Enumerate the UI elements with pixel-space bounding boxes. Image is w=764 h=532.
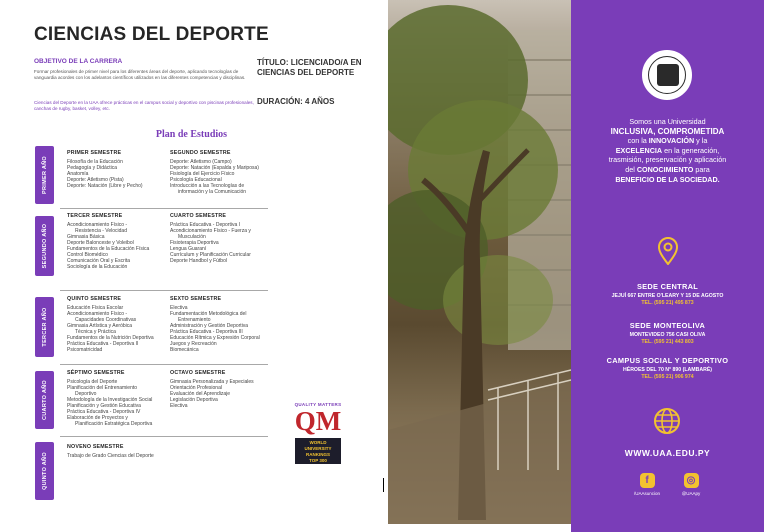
sede-phone: TEL. (595 21) 443 803: [641, 339, 694, 345]
course-item: Biomecánica: [170, 347, 199, 353]
page-title: CIENCIAS DEL DEPORTE: [34, 24, 269, 45]
course-item: Deportivo: [75, 391, 97, 397]
rank-line: WORLD: [309, 440, 327, 445]
course-item: información y la Comunicación: [178, 189, 247, 195]
semester-header: PRIMER SEMESTRE: [67, 150, 122, 156]
course-item: Fundamentación Metodológica del: [170, 311, 247, 317]
semester-block: [170, 296, 278, 353]
course-item: Deporte Handbol y Fútbol: [170, 258, 227, 264]
sede-address: HÉROES DEL 70 N° 890 (LAMBARÉ): [622, 367, 713, 373]
quality-matters-label: QUALITY MATTERS: [294, 402, 342, 407]
course-item: Musculación: [178, 234, 206, 240]
semester-header: QUINTO SEMESTRE: [67, 296, 122, 302]
degree-title: TÍTULO: LICENCIADO/A EN CIENCIAS DEL DEPORTE: [257, 58, 362, 77]
sede-phone: TEL. (595 21) 495 873: [641, 300, 694, 306]
course-item: Práctica Educativa - Deportiva IV: [67, 409, 141, 415]
mission-line: INCLUSIVA, COMPROMETIDA: [610, 126, 725, 136]
university-seal-icon: [642, 50, 692, 100]
tree-illustration: [388, 0, 571, 524]
text-cursor: [383, 478, 384, 492]
course-item: Anatomía: [67, 171, 89, 177]
course-item: Sociología de la Educación: [67, 264, 128, 270]
course-item: Currículum y Planificación Curricular: [170, 252, 251, 258]
course-item: Administración y Gestión Deportiva: [170, 323, 249, 329]
semester-header: SEGUNDO SEMESTRE: [170, 150, 231, 156]
course-item: Acondicionamiento Físico -: [67, 222, 128, 228]
mission-line: Somos una Universidad: [629, 117, 706, 126]
facebook-link[interactable]: [627, 473, 667, 496]
sede-phone: TEL. (595 21) 906 974: [641, 374, 694, 380]
course-item: Psicología del Deporte: [67, 379, 118, 385]
course-item: Educación Física Escolar: [67, 305, 124, 311]
divider: [60, 364, 268, 365]
course-item: Juegos y Recreación: [170, 341, 217, 347]
semester-block: [67, 213, 163, 270]
course-item: Planificación del Entrenamiento: [67, 385, 138, 391]
rank-line: TOP 300: [309, 458, 327, 463]
course-item: Práctica Educativa - Deportiva III: [170, 329, 243, 335]
course-item: Evaluación del Aprendizaje: [170, 391, 231, 397]
year-label: PRIMER AÑO: [41, 156, 48, 194]
year-tab-4: [35, 371, 54, 429]
course-item: Deporte: Natación (Libre y Pecho): [67, 183, 143, 189]
semester-block: [170, 370, 278, 409]
semester-header: TERCER SEMESTRE: [67, 213, 123, 219]
rank-line: UNIVERSITY: [304, 446, 332, 451]
website-link[interactable]: WWW.UAA.EDU.PY: [624, 448, 711, 458]
sede-monteoliva: [579, 321, 756, 345]
semester-block: [170, 213, 278, 264]
instagram-icon: ◎: [684, 473, 699, 488]
course-item: Educación Rítmica y Expresión Corporal: [170, 335, 260, 341]
course-item: Legislación Deportiva: [170, 397, 218, 403]
year-tab-5: [35, 442, 54, 500]
objective-practice-text: Ciencias del Deporte en la UAA ofrece prácticas en el campus social y deportivo con piscinas profesionales, canchas de rugby, basket, volley, etc.: [34, 100, 254, 111]
duration: DURACIÓN: 4 AÑOS: [257, 97, 335, 106]
course-item: Acondicionamiento Físico -: [67, 311, 128, 317]
semester-header: NOVENO SEMESTRE: [67, 444, 124, 450]
course-item: Psicomatricidad: [67, 347, 103, 353]
course-item: Fisioterapia Deportiva: [170, 240, 219, 246]
sede-name: CAMPUS SOCIAL Y DEPORTIVO: [606, 356, 729, 365]
course-item: Filosofía de la Educación: [67, 159, 123, 165]
facebook-icon: f: [640, 473, 655, 488]
sede-name: SEDE MONTEOLIVA: [629, 321, 706, 330]
course-item: Metodología de la Investigación Social: [67, 397, 153, 403]
year-tab-3: [35, 297, 54, 357]
facebook-handle: /UAAsuncion: [633, 491, 660, 496]
location-pin-icon: [657, 237, 679, 265]
course-item: Control Biomédico: [67, 252, 108, 258]
semester-block: [67, 296, 167, 353]
course-item: Lengua Guaraní: [170, 246, 207, 252]
mission-line: con la INNOVACIÓN y la: [627, 136, 708, 146]
plan-heading: Plan de Estudios: [155, 129, 228, 140]
world-rankings-logo: [295, 438, 341, 464]
course-item: Fundamentos de la Educación Física: [67, 246, 150, 252]
year-label: TERCER AÑO: [41, 307, 48, 347]
instagram-link[interactable]: [671, 473, 711, 496]
semester-block: [170, 150, 278, 195]
course-item: Capacidades Coordinativas: [75, 317, 137, 323]
course-item: Electiva: [170, 305, 188, 311]
course-item: Fisiología del Ejercicio Físico: [170, 171, 235, 177]
course-item: Deporte: Atletismo (Campo): [170, 159, 232, 165]
sede-campus: [579, 356, 756, 380]
objective-heading: OBJETIVO DE LA CARRERA: [34, 58, 123, 65]
qm-badge: [283, 402, 353, 464]
course-item: Entrenamiento: [178, 317, 211, 323]
mission-line: BENEFICIO DE LA SOCIEDAD.: [615, 174, 720, 184]
objective-text: Formar profesionales de primer nivel para los diferentes áreas del deporte, aplicando tecnologías de vanguardia acordes con los adelantos científicos utilizados en las diferentes competencias y disciplinas.: [34, 69, 246, 80]
campus-photo: [388, 0, 571, 524]
semester-block: [67, 150, 163, 189]
semester-header: SEXTO SEMESTRE: [170, 296, 222, 302]
mission-line: trasmisión, preservación y aplicación: [608, 155, 727, 165]
info-panel: [571, 0, 764, 532]
divider: [60, 208, 268, 209]
year-label: CUARTO AÑO: [41, 380, 48, 420]
sede-central: [579, 282, 756, 306]
semester-block: [67, 370, 167, 427]
mission-line: del CONOCIMIENTO para: [625, 164, 710, 174]
sede-address: MONTEVIDEO 756 CASI OLIVA: [629, 332, 706, 338]
globe-icon: [653, 407, 681, 435]
divider: [60, 290, 268, 291]
year-tab-1: [35, 146, 54, 204]
semester-header: OCTAVO SEMESTRE: [170, 370, 226, 376]
course-item: Comunicación Oral y Escrita: [67, 258, 131, 264]
qm-logo: QM: [294, 406, 342, 436]
course-item: Acondicionamiento Físico - Fuerza y: [170, 228, 251, 234]
rank-line: RANKINGS: [305, 452, 330, 457]
course-item: Gimnasia Personalizada y Especiales: [170, 379, 254, 385]
course-item: Deporte: Natación (Espalda y Mariposa): [170, 165, 259, 171]
course-item: Psicología Educacional: [170, 177, 222, 183]
course-item: Pedagogía y Didáctica: [67, 165, 118, 171]
course-item: Resistencia - Velocidad: [75, 228, 127, 234]
course-item: Planificación Estratégica Deportiva: [75, 421, 153, 427]
course-item: Electiva: [170, 403, 188, 409]
year-label: QUINTO AÑO: [41, 452, 48, 490]
course-item: Fundamentos de la Nutrición Deportiva: [67, 335, 154, 341]
course-item: Práctica Educativa - Deportiva I: [170, 222, 241, 228]
course-item: Trabajo de Grado Ciencias del Deporte: [67, 453, 154, 459]
course-item: Gimnasia Básica: [67, 234, 105, 240]
instagram-handle: @UAApy: [681, 491, 701, 496]
course-item: Introducción a las Tecnologías de: [170, 183, 245, 189]
mission-statement: [581, 117, 754, 184]
semester-header: SÉPTIMO SEMESTRE: [67, 370, 125, 376]
course-item: Elaboración de Proyectos y: [67, 415, 128, 421]
course-item: Gimnasia Artística y Aeróbica: [67, 323, 133, 329]
sede-address: JEJUÍ 667 ENTRE O'LEARY Y 15 DE AGOSTO: [611, 293, 724, 299]
course-item: Técnica y Práctica: [75, 329, 116, 335]
year-tab-2: [35, 216, 54, 276]
mission-line: EXCELENCIA en la generación,: [615, 145, 720, 155]
divider: [60, 436, 268, 437]
course-item: Planificación y Gestión Educativa: [67, 403, 141, 409]
course-item: Deporte: Atletismo (Pista): [67, 177, 124, 183]
semester-header: CUARTO SEMESTRE: [170, 213, 227, 219]
course-item: Deporte Balonceste y Voleibol: [67, 240, 134, 246]
course-item: Práctica Educativa - Deportiva II: [67, 341, 139, 347]
semester-block: [67, 444, 217, 459]
sede-name: SEDE CENTRAL: [636, 282, 699, 291]
year-label: SEGUNDO AÑO: [41, 223, 48, 269]
course-item: Orientación Profesional: [170, 385, 222, 391]
